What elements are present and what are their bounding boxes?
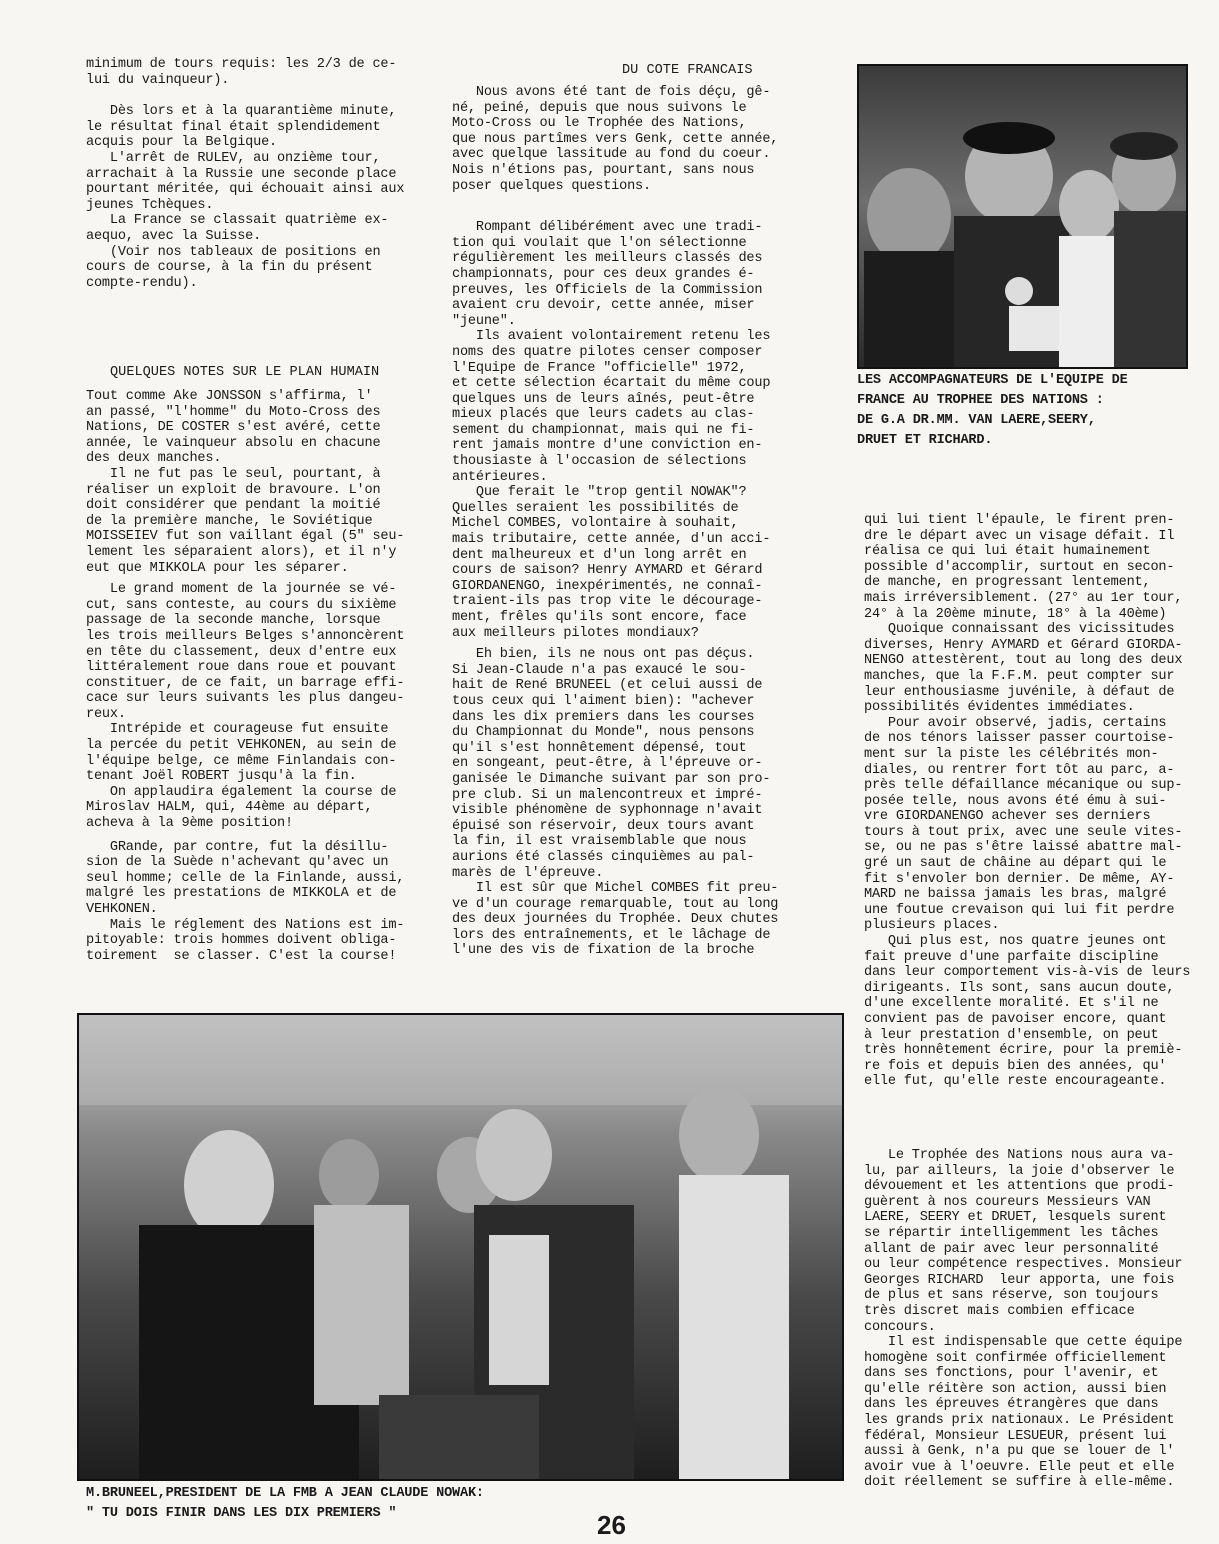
- text-line: du Championnat du Monde", nous pensons: [452, 725, 755, 741]
- caption-handshake-lines: [86, 1484, 606, 1524]
- text-line: qui lui tient l'épaule, le firent pren-: [864, 513, 1175, 528]
- text-line: thousiaste à l'occasion de sélections: [452, 454, 747, 470]
- text-line: tours à tout prix, avec une seule vites-: [864, 824, 1183, 840]
- text-line: GRande, par contre, fut la désillu-: [86, 839, 389, 855]
- text-line: passage de la seconde manche, lorsque: [86, 613, 381, 629]
- text-line: ment, frêles qu'ils sont encore, face: [452, 610, 747, 625]
- text-line: fit s'envoler bon dernier. De même, AY-: [864, 871, 1175, 887]
- text-line: dent malheureux et d'un long arrêt en: [452, 547, 747, 563]
- text-line: Nois n'étions pas, pourtant, sans nous: [452, 162, 755, 178]
- text-line: MARD ne baissa jamais les bras, malgré: [864, 887, 1167, 903]
- text-line: acheva à la 9ème position!: [86, 816, 293, 832]
- text-line: cut, sans conteste, au cours du sixième: [86, 597, 397, 613]
- text-line: le résultat final était splendidement: [86, 119, 381, 135]
- text-line: rent jamais montre d'une conviction en-: [452, 438, 763, 454]
- text-line: de la première manche, le Soviétique: [86, 513, 373, 529]
- col2-block3: [452, 647, 812, 959]
- text-line: LES ACCOMPAGNATEURS DE L'EQUIPE DE: [857, 373, 1128, 388]
- text-line: arrachait à la Russie une seconde place: [86, 166, 397, 182]
- text-line: Rompant délibérément avec une tradi-: [452, 220, 763, 236]
- text-line: posée telle, nous avons été ému à sui-: [864, 793, 1167, 809]
- text-line: sion de la Suède n'achevant qu'avec un: [86, 855, 389, 871]
- col3-block1: [864, 513, 1204, 1090]
- text-line: VEHKONEN.: [86, 902, 158, 917]
- text-line: doit considérer que pendant la moitié: [86, 498, 381, 514]
- text-line: mais irréversiblement. (27° au 1er tour,: [864, 590, 1183, 606]
- text-line: Nous avons été tant de fois déçu, gê-: [452, 85, 771, 100]
- col1-block3: [86, 389, 426, 576]
- text-line: vre GIORDANENGO achever ses derniers: [864, 809, 1151, 825]
- text-line: que nous partîmes vers Genk, cette année,: [452, 131, 779, 147]
- text-line: mais tributaire, cette année, d'un acci-: [452, 532, 771, 548]
- text-line: lement les séparaient alors), et il n'y: [86, 544, 397, 560]
- text-line: Nations, DE COSTER s'est avéré, cette: [86, 420, 381, 436]
- text-line: Il est indispensable que cette équipe: [864, 1335, 1183, 1351]
- column-right: [864, 513, 1204, 1491]
- text-line: dre le départ avec un visage défait. Il: [864, 528, 1175, 544]
- text-line: hait de René BRUNEEL (et celui aussi de: [452, 678, 763, 694]
- text-line: ganisée le Dimanche suivant par son pro-: [452, 771, 771, 787]
- text-line: Intrépide et courageuse fut ensuite: [86, 722, 389, 738]
- text-line: possible d'accomplir, surtout en secon-: [864, 559, 1175, 575]
- text-line: jeunes Tchèques.: [86, 197, 214, 213]
- text-line: eut que MIKKOLA pour les séparer.: [86, 560, 349, 576]
- text-line: Quelles seraient les possibilités de: [452, 500, 739, 516]
- text-line: GIORDANENGO, inexpérimentés, ne connaî-: [452, 578, 763, 594]
- text-line: " TU DOIS FINIR DANS LES DIX PREMIERS ": [86, 1506, 397, 1521]
- text-line: Pour avoir observé, jadis, certains: [864, 715, 1167, 731]
- text-line: Moto-Cross ou le Trophée des Nations,: [452, 116, 747, 132]
- text-line: épuisé son réservoir, deux tours avant: [452, 818, 755, 834]
- text-line: l'une des vis de fixation de la broche: [452, 943, 755, 959]
- text-line: marès de l'épreuve.: [452, 865, 604, 881]
- text-line: de plus et sans réserve, son toujours: [864, 1288, 1159, 1304]
- text-line: toirement se classer. C'est la course!: [86, 948, 397, 964]
- text-line: concours.: [864, 1319, 936, 1335]
- text-line: l'Equipe de France "officielle" 1972,: [452, 360, 747, 376]
- text-line: homogène soit confirmée officiellement: [864, 1350, 1167, 1366]
- text-line: cace sur leurs suivants les plus dangeu-: [86, 691, 405, 707]
- text-line: lors des entraînements, et le lâchage de: [452, 927, 771, 943]
- text-line: dirigeants. Ils sont, sans aucun doute,: [864, 980, 1175, 996]
- text-line: aequo, avec la Suisse.: [86, 228, 262, 244]
- text-line: ou leur compétence respectives. Monsieur: [864, 1257, 1183, 1273]
- text-line: près telle défaillance mécanique ou sup-: [864, 778, 1183, 794]
- text-line: plusieurs places.: [864, 918, 1000, 934]
- text-line: des deux manches.: [86, 451, 222, 467]
- photo-handshake-image: [79, 1015, 842, 1479]
- text-line: traient-ils pas trop vite le décourage-: [452, 594, 763, 610]
- text-line: elle fut, qu'elle reste encourageante.: [864, 1074, 1167, 1090]
- text-line: reux.: [86, 706, 126, 722]
- text-line: qu'il s'est honnêtement dépensé, tout: [452, 740, 747, 756]
- text-line: aurions été classés cinquièmes au pal-: [452, 849, 755, 865]
- col3-block2: [864, 1148, 1204, 1491]
- text-line: des deux journées du Trophée. Deux chutes: [452, 912, 779, 928]
- text-line: MOISSEIEV fut son vaillant égal (5" seu-: [86, 529, 405, 545]
- photo-team-officials-image: [859, 66, 1186, 367]
- text-line: L'arrêt de RULEV, au onzième tour,: [86, 150, 381, 166]
- text-line: DRUET ET RICHARD.: [857, 433, 993, 448]
- caption-team-officials: [857, 371, 1187, 451]
- col2-block2: [452, 220, 812, 641]
- text-line: qu'elle réitère son action, aussi bien: [864, 1381, 1167, 1397]
- text-line: né, peiné, depuis que nous suivons le: [452, 100, 747, 116]
- text-line: noms des quatre pilotes censer composer: [452, 344, 763, 360]
- text-line: se, ou ne pas s'être laissé abattre mal-: [864, 840, 1183, 856]
- text-line: compte-rendu).: [86, 275, 198, 291]
- text-line: re fois et depuis bien des années, qu': [864, 1058, 1167, 1074]
- text-line: (Voir nos tableaux de positions en: [86, 244, 381, 260]
- text-line: en tête du classement, deux d'entre eux: [86, 644, 397, 660]
- text-line: dans ses fonctions, pour l'avenir, et: [864, 1366, 1159, 1382]
- text-line: "jeune".: [452, 313, 516, 329]
- text-line: an passé, "l'homme" du Moto-Cross des: [86, 404, 381, 420]
- col1-block1: [86, 57, 426, 88]
- text-line: Quoique connaissant des vicissitudes: [864, 622, 1175, 638]
- text-line: DE G.A DR.MM. VAN LAERE,SEERY,: [857, 413, 1096, 428]
- text-line: une foutue crevaison qui lui fit perdre: [864, 902, 1175, 918]
- text-line: régulièrement les meilleurs classés des: [452, 251, 763, 267]
- text-line: réalisa ce qui lui était humainement: [864, 544, 1151, 560]
- text-line: les trois meilleurs Belges s'annoncèrent: [86, 628, 405, 644]
- text-line: avaient cru devoir, cette année, miser: [452, 298, 755, 314]
- text-line: Le grand moment de la journée se vé-: [86, 582, 397, 598]
- text-line: avec quelque lassitude au fond du coeur.: [452, 147, 771, 163]
- text-line: guèrent à nos coureurs Messieurs VAN: [864, 1194, 1151, 1210]
- text-line: pitoyable: trois hommes doivent obliga-: [86, 933, 397, 949]
- text-line: Il ne fut pas le seul, pourtant, à: [86, 466, 381, 482]
- text-line: dans les épreuves étrangères que dans: [864, 1397, 1159, 1413]
- text-line: très discret mais combien efficace: [864, 1303, 1135, 1319]
- text-line: FRANCE AU TROPHEE DES NATIONS :: [857, 393, 1104, 408]
- section-heading-france: DU COTE FRANCAIS: [622, 63, 753, 78]
- text-line: pourtant méritée, qui échouait ainsi aux: [86, 182, 405, 198]
- caption-handshake: [86, 1484, 606, 1524]
- col2-block1: [452, 85, 812, 194]
- text-line: Le Trophée des Nations nous aura va-: [864, 1147, 1175, 1163]
- text-line: quelques uns de leurs aînés, peut-être: [452, 391, 755, 407]
- text-line: tion qui voulait que l'on sélectionne: [452, 235, 747, 251]
- text-line: diverses, Henry AYMARD et Gérard GIORDA-: [864, 637, 1183, 653]
- text-line: de manche, en progressant lentement,: [864, 575, 1151, 591]
- text-line: Qui plus est, nos quatre jeunes ont: [864, 934, 1167, 950]
- text-line: dans leur comportement vis-à-vis de leurs: [864, 965, 1191, 981]
- text-line: Que ferait le "trop gentil NOWAK"?: [452, 485, 747, 501]
- column-middle: [452, 63, 812, 959]
- text-line: M.BRUNEEL,PRESIDENT DE LA FMB A JEAN CLAUDE NOWAK:: [86, 1486, 484, 1501]
- text-line: d'une excellente moralité. Et s'il ne: [864, 996, 1159, 1012]
- photo-handshake: [77, 1013, 844, 1481]
- text-line: littéralement roue dans roue et pouvant: [86, 660, 397, 676]
- section-heading-human: QUELQUES NOTES SUR LE PLAN HUMAIN: [110, 365, 380, 380]
- text-line: Georges RICHARD leur apporta, une fois: [864, 1272, 1175, 1288]
- text-line: lui du vainqueur).: [86, 72, 230, 88]
- column-left: [86, 57, 426, 291]
- text-line: Dès lors et à la quarantième minute,: [86, 104, 397, 120]
- text-line: dévouement et les attentions que prodi-: [864, 1179, 1175, 1195]
- text-line: visible phénomène de syphonnage n'avait: [452, 803, 763, 819]
- text-line: la percée du petit VEHKONEN, au sein de: [86, 738, 397, 754]
- text-line: malgré les prestations de MIKKOLA et de: [86, 886, 397, 902]
- text-line: fait preuve d'une parfaite discipline: [864, 949, 1159, 965]
- text-line: sement du championnat, mais qui ne fi-: [452, 422, 755, 438]
- text-line: mieux placés que leurs cadets au clas-: [452, 407, 755, 423]
- text-line: en songeant, peut-être, à l'épreuve or-: [452, 756, 763, 772]
- text-line: très honnêtement écrire, pour la premiè-: [864, 1043, 1183, 1059]
- text-line: preuves, les Officiels de la Commission: [452, 282, 763, 298]
- text-line: Mais le réglement des Nations est im-: [86, 917, 405, 933]
- column-left-lower: [86, 365, 426, 964]
- text-line: La France se classait quatrième ex-: [86, 213, 389, 229]
- text-line: Ils avaient volontairement retenu les: [452, 329, 771, 345]
- text-line: minimum de tours requis: les 2/3 de ce-: [86, 57, 397, 72]
- text-line: championnats, pour ces deux grandes é-: [452, 266, 755, 282]
- text-line: cours de saison? Henry AYMARD et Gérard: [452, 563, 763, 579]
- text-line: lu, par ailleurs, la joie d'observer le: [864, 1163, 1175, 1179]
- text-line: On applaudira également la course de: [86, 784, 397, 800]
- text-line: Michel COMBES, volontaire à souhait,: [452, 516, 739, 532]
- text-line: avoir vue à l'oeuvre. Elle peut et elle: [864, 1459, 1175, 1475]
- text-line: pre club. Si un malencontreux et impré-: [452, 787, 763, 803]
- text-line: aux meilleurs pilotes mondiaux?: [452, 625, 699, 641]
- text-line: manches, que la F.F.M. peut compter sur: [864, 668, 1175, 684]
- text-line: réaliser un exploit de bravoure. L'on: [86, 482, 381, 498]
- text-line: Tout comme Ake JONSSON s'affirma, l': [86, 389, 373, 404]
- text-line: l'équipe belge, ce même Finlandais con-: [86, 753, 397, 769]
- text-line: la fin, il est vraisemblable que nous: [452, 834, 747, 850]
- text-line: poser quelques questions.: [452, 178, 651, 194]
- text-line: convient pas de pavoiser encore, quant: [864, 1012, 1167, 1027]
- text-line: constituer, de ce fait, un barrage effi-: [86, 675, 405, 691]
- text-line: Il est sûr que Michel COMBES fit preu-: [452, 881, 779, 897]
- text-line: allant de pair avec leur personnalité: [864, 1241, 1159, 1257]
- text-line: se répartir intelligemment les tâches: [864, 1225, 1159, 1241]
- text-line: possibilités évidentes immédiates.: [864, 700, 1135, 716]
- text-line: et cette sélection écartait du même coup: [452, 376, 771, 392]
- page-number: 26: [597, 1510, 626, 1540]
- text-line: les grands prix nationaux. Le Président: [864, 1413, 1175, 1429]
- text-line: tous ceux qui l'aiment bien): "achever: [452, 693, 755, 709]
- text-line: LAERE, SEERY et DRUET, lesquels surent: [864, 1210, 1167, 1226]
- text-line: à leur prestation d'ensemble, on peut: [864, 1027, 1159, 1043]
- text-line: acquis pour la Belgique.: [86, 135, 277, 151]
- caption-team-officials-lines: [857, 371, 1187, 451]
- text-line: gré un saut de châine au départ qui le: [864, 856, 1167, 872]
- text-line: doit réellement se suffire à elle-même.: [864, 1475, 1175, 1491]
- text-line: ment sur la piste les célébrités mon-: [864, 746, 1159, 762]
- text-line: 24° à la 20ème minute, 18° à la 40ème): [864, 606, 1167, 622]
- col1-block5: [86, 840, 426, 965]
- text-line: diales, ou rentrer fort tôt au parc, a-: [864, 762, 1175, 778]
- text-line: Eh bien, ils ne nous ont pas déçus.: [452, 647, 755, 663]
- text-line: seul homme; celle de la Finlande, aussi,: [86, 870, 405, 886]
- text-line: fédéral, Monsieur LESUEUR, présent lui: [864, 1428, 1167, 1444]
- text-line: année, le vainqueur absolu en chacune: [86, 435, 381, 451]
- text-line: Miroslav HALM, qui, 44ème au départ,: [86, 800, 373, 816]
- text-line: antérieures.: [452, 469, 548, 485]
- text-line: de nos ténors laisser passer courtoise-: [864, 731, 1175, 747]
- text-line: dans les dix premiers dans les courses: [452, 709, 755, 725]
- text-line: ve d'un courage remarquable, tout au long: [452, 896, 779, 912]
- text-line: NENGO attestèrent, tout au long des deux: [864, 653, 1183, 669]
- text-line: leur enthousiasme juvénile, à défaut de: [864, 684, 1175, 700]
- text-line: Si Jean-Claude n'a pas exaucé le sou-: [452, 662, 747, 678]
- text-line: cours de course, à la fin du présent: [86, 260, 373, 276]
- text-line: aussi à Genk, n'a pu que se louer de l': [864, 1444, 1175, 1460]
- col1-block4: [86, 582, 426, 832]
- text-line: tenant Joël ROBERT jusqu'à la fin.: [86, 769, 357, 785]
- col1-block2: [86, 104, 426, 291]
- photo-team-officials: [857, 64, 1188, 369]
